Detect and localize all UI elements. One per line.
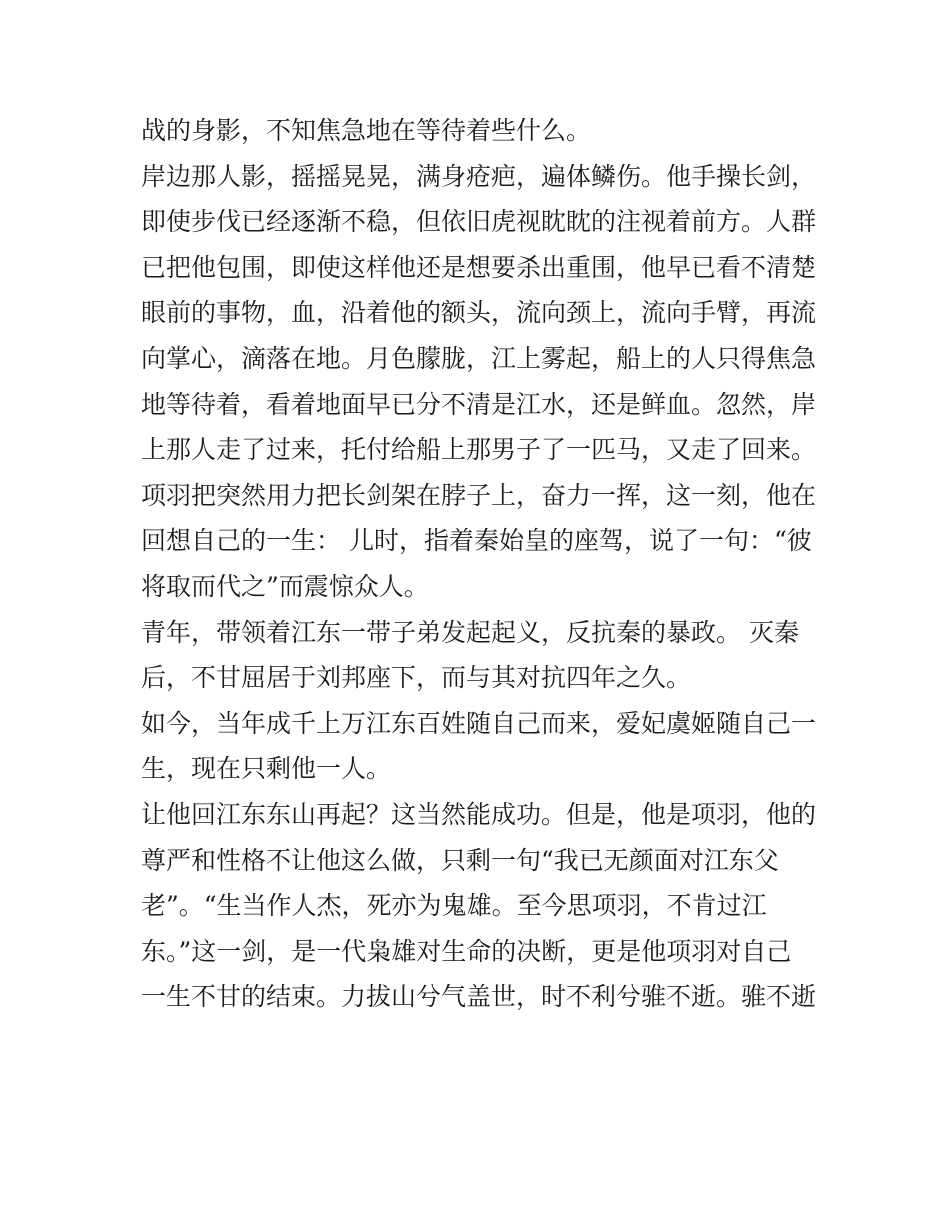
text-line: 生，现在只剩他一人。	[141, 754, 392, 784]
text-line: 项羽把突然用力把长剑架在脖子上，奋力一挥，这一刻，他在	[141, 480, 817, 510]
text-line: 东。”这一剑，是一代枭雄对生命的决断，更是他项羽对自己	[141, 936, 792, 966]
text-line: 上那人走了过来，托付给船上那男子了一匹马，又走了回来。	[141, 435, 817, 465]
text-line: 向掌心，滴落在地。月色朦胧，江上雾起，船上的人只得焦急	[141, 343, 817, 373]
text-line: 岸边那人影，摇摇晃晃，满身疮疤，遍体鳞伤。他手操长剑，	[141, 161, 817, 191]
text-line: 老”。“生当作人杰，死亦为鬼雄。至今思项羽，不肯过江	[141, 891, 767, 921]
text-line: 回想自己的一生： 儿时，指着秦始皇的座驾，说了一句：“彼	[141, 526, 812, 556]
text-line: 已把他包围，即使这样他还是想要杀出重围，他早已看不清楚	[141, 252, 817, 282]
text-line: 一生不甘的结束。力拔山兮气盖世，时不利兮骓不逝。骓不逝	[141, 982, 817, 1012]
text-line: 地等待着，看着地面早已分不清是江水，还是鲜血。忽然，岸	[141, 389, 817, 419]
text-line: 战的身影，不知焦急地在等待着些什么。	[141, 116, 592, 145]
text-line: 尊严和性格不让他这么做，只剩一句“我已无颜面对江东父	[141, 845, 779, 875]
text-line: 将取而代之”而震惊众人。	[141, 571, 429, 601]
text-line: 眼前的事物，血，沿着他的额头，流向颈上，流向手臂，再流	[141, 298, 817, 328]
text-line: 青年，带领着江东一带子弟发起起义，反抗秦的暴政。 灭秦	[141, 617, 799, 647]
text-line: 如今，当年成千上万江东百姓随自己而来，爱妃虞姬随自己一	[141, 708, 817, 738]
text-line: 让他回江东东山再起？这当然能成功。但是，他是项羽，他的	[141, 799, 817, 829]
text-line: 后，不甘屈居于刘邦座下，而与其对抗四年之久。	[141, 663, 692, 693]
text-line: 即使步伐已经逐渐不稳，但依旧虎视眈眈的注视着前方。人群	[141, 207, 817, 237]
body-text	[141, 108, 821, 1020]
